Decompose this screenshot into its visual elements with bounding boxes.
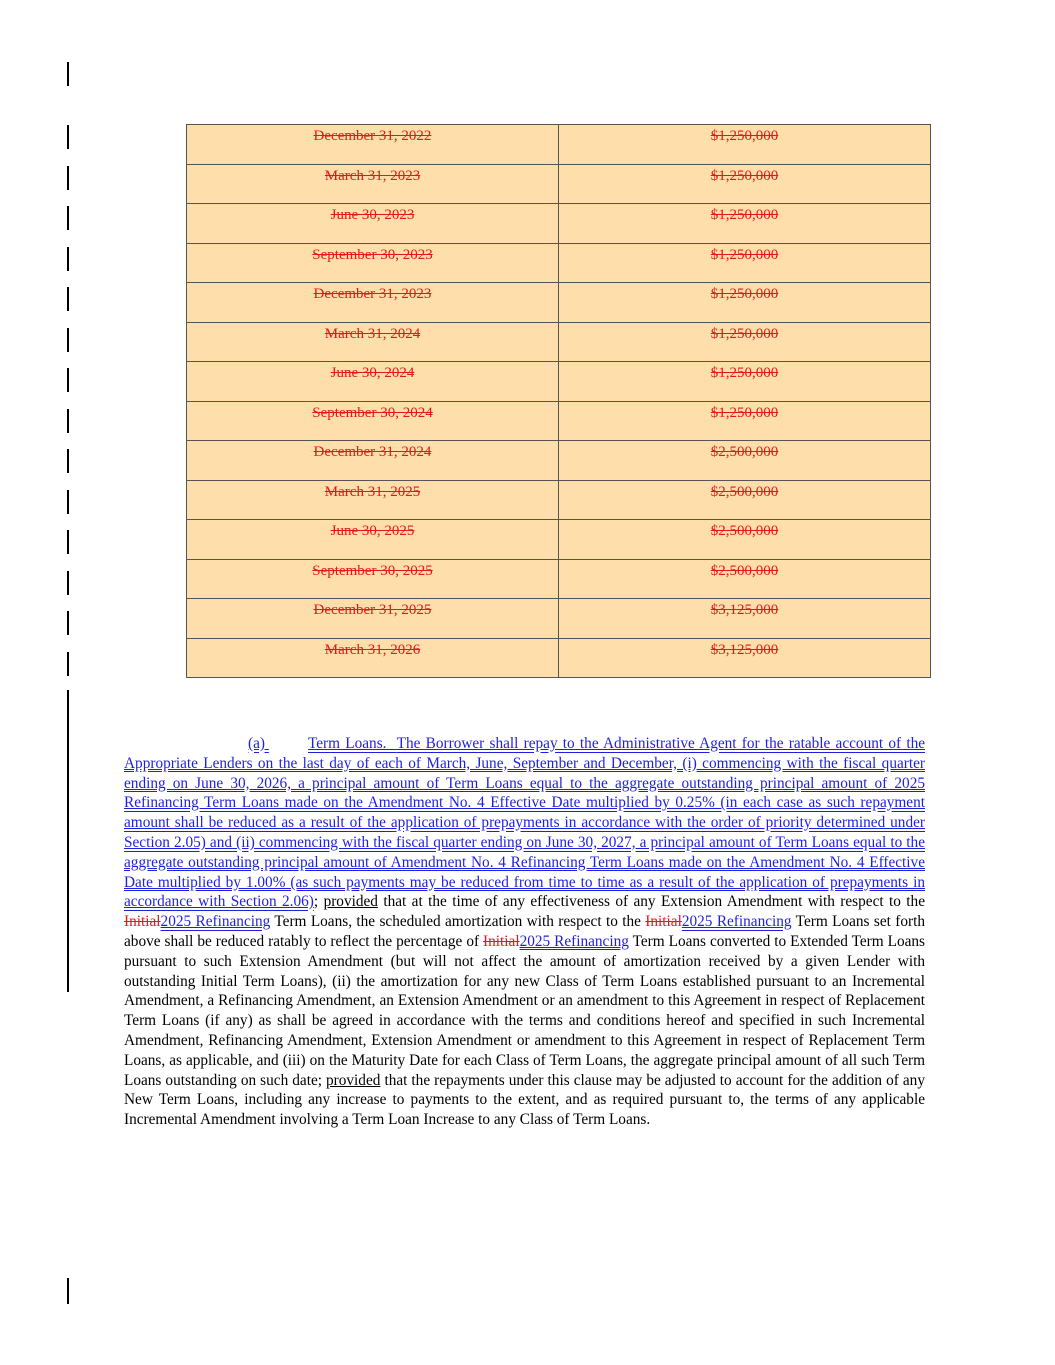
semicolon: ; [313,893,319,911]
clause-title: Term Loans. [307,735,387,752]
inserted-intro-text: The Borrower shall repay to the Administrative Agent for the ratable account of the Appropriate Lenders on the last day of each of March, June, September and December, (i) commencing with the fiscal quarter ending on June 30, 2026, a principal amount of Term Loans equal to the aggregate outstanding principal amount of 2025 Refinancing Term Loans made on the Amendment No. 4 Effective Date multiplied by 0.25% (in each case as such repayment amount shall be reduced as a result of the application of prepayments in accordance with the order of priority determined under Section 2.05) and (ii) commencing with the fiscal quarter ending on June 30, 2027, a principal amount of Term Loans equal to the aggregate outstanding principal amount of Amendment No. 4 Refinancing Term Loans made on the Amendment No. 4 Effective Date multiplied by 1.00% (as such payments may be reduced from time to time as a result of the application of prepayments in accordance with Section 2.06) [124,735,926,911]
amount-cell [559,164,931,204]
amount-cell [559,599,931,639]
change-bar [67,490,69,514]
date-cell [187,362,559,402]
amount-cell [559,401,931,441]
change-bar [67,166,69,190]
spacer [386,735,396,752]
deleted-text: Initial [124,913,161,931]
amount-cell [559,480,931,520]
deleted-date: September 30, 2025 [312,562,433,579]
deleted-amount: $2,500,000 [710,562,779,579]
amount-cell [559,638,931,678]
deleted-amount: $2,500,000 [710,523,779,539]
change-bar [67,1278,69,1304]
deleted-amount: $1,250,000 [710,207,779,223]
date-cell [187,283,559,323]
date-cell [187,164,559,204]
change-bar [67,449,69,473]
change-bar [67,690,69,992]
schedule-body [187,125,931,678]
table-row [187,322,931,362]
amount-cell [559,520,931,560]
deleted-amount: $3,125,000 [710,602,779,618]
table-row [187,204,931,244]
deleted-date: December 31, 2025 [313,602,432,618]
table-row [187,283,931,323]
term-loans-paragraph [124,734,925,1130]
deleted-date: December 31, 2022 [313,128,432,144]
deleted-date: September 30, 2024 [312,404,433,421]
clause-label: (a) [248,735,265,752]
change-bar [67,125,69,149]
date-cell [187,322,559,362]
date-cell [187,441,559,481]
deleted-date: March 31, 2023 [324,167,421,184]
deleted-date: March 31, 2026 [324,641,421,658]
table-row [187,480,931,520]
amount-cell [559,243,931,283]
amount-cell [559,559,931,599]
deleted-text: Initial [483,932,520,950]
deleted-date: June 30, 2023 [330,207,415,223]
deleted-amount: $1,250,000 [710,246,779,263]
deleted-date: March 31, 2024 [324,325,421,342]
deleted-amount: $1,250,000 [710,167,779,184]
table-row [187,638,931,678]
amount-cell [559,362,931,402]
date-cell [187,638,559,678]
change-bar [67,611,69,635]
deleted-amount: $1,250,000 [710,128,779,144]
amount-cell [559,125,931,165]
date-cell [187,243,559,283]
deleted-amount: $1,250,000 [710,365,779,381]
amount-cell [559,441,931,481]
table-row [187,243,931,283]
inserted-text: 2025 Refinancing [519,932,629,950]
amount-cell [559,204,931,244]
deleted-amount: $1,250,000 [710,286,779,302]
amount-cell [559,283,931,323]
date-cell [187,401,559,441]
deleted-text: Initial [645,913,682,931]
table-row [187,441,931,481]
date-cell [187,559,559,599]
date-cell [187,204,559,244]
change-bar [67,368,69,392]
deleted-amount: $1,250,000 [710,404,779,421]
tab-space [265,734,308,754]
inserted-text: 2025 Refinancing [160,913,271,931]
deleted-amount: $1,250,000 [710,325,779,342]
table-row [187,599,931,639]
change-bar [67,571,69,595]
deleted-date: June 30, 2024 [330,365,415,381]
deleted-amount: $2,500,000 [710,444,779,460]
table-row [187,362,931,402]
change-bar [67,247,69,271]
change-bar [67,530,69,554]
deleted-date: March 31, 2025 [324,483,421,500]
change-bar [67,287,69,311]
table-row [187,520,931,560]
table-row [187,401,931,441]
deleted-date: June 30, 2025 [330,523,415,539]
change-bar [67,206,69,230]
body-text: Term Loans converted to Extended Term Loans pursuant to such Extension Amendment (but will not affect the amount of amortization received by a given Lender with outstanding Initial Term Loans), (ii) the amortization for any new Class of Term Loans established pursuant to an Incremental Amendment, a Refinancing Amendment, an Extension Amendment or an amendment to this Agreement in respect of Replacement Term Loans (if any) as shall be agreed in accordance with the terms and conditions hereof and specified in such Incremental Amendment, Refinancing Amendment, Extension Amendment or amendment to this Agreement in respect of Replacement Term Loans, as applicable, and (iii) on the Maturity Date for each Class of Term Loans, the aggregate principal amount of all such Term Loans outstanding on such date; [124,932,925,1089]
deleted-amount: $2,500,000 [710,483,779,500]
provided-term: provided [323,893,378,911]
date-cell [187,520,559,560]
change-bar [67,328,69,352]
deleted-amount: $3,125,000 [710,641,779,658]
date-cell [187,480,559,520]
amortization-schedule-table [186,124,931,678]
amount-cell [559,322,931,362]
table-row [187,559,931,599]
deleted-date: December 31, 2024 [313,444,432,460]
body-text: Term Loans, the scheduled amortization with respect to the [270,913,646,931]
change-bar [67,409,69,433]
body-text: that at the time of any effectiveness of any Extension Amendment with respect to the [377,893,925,911]
change-bar [67,652,69,676]
inserted-text: 2025 Refinancing [681,913,792,931]
deleted-date: December 31, 2023 [313,286,432,302]
deleted-date: September 30, 2023 [312,246,433,263]
body-text: Term Loans set forth above shall be reduced ratably to reflect the percentage of [124,913,925,950]
date-cell [187,599,559,639]
table-row [187,125,931,165]
change-bar [67,62,69,86]
provided-term: provided [326,1071,381,1089]
date-cell [187,125,559,165]
table-row [187,164,931,204]
body-text: that the repayments under this clause may be adjusted to account for the addition of any New Term Loans, including any increase to payments to the extent, and as required pursuant to, the terms of any applicable Incremental Amendment involving a Term Loan Increase to any Class of Term Loans. [124,1071,925,1129]
